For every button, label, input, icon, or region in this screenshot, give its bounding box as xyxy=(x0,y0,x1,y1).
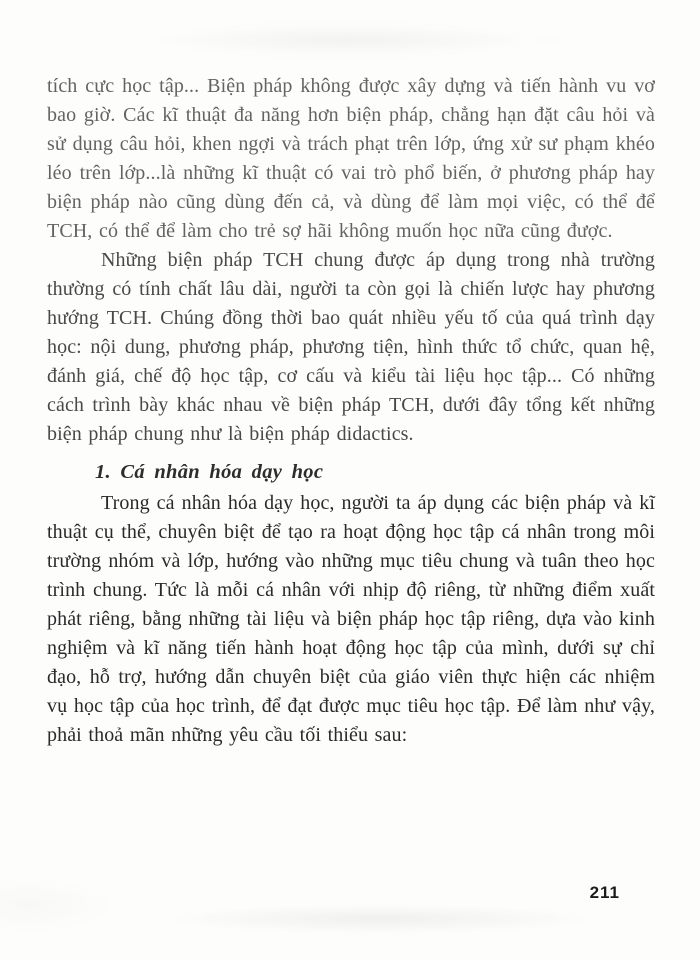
page-number: 211 xyxy=(589,883,620,902)
paragraph: Những biện pháp TCH chung được áp dụng trong nhà trường thường có tính chất lâu dài, người ta còn gọi là chiến lược hay phương hướng TCH. Chúng đồng thời bao quát nhiều yếu tố của quá trình dạy học: nội dung, phương pháp, phương tiện, hình thức tổ chức, quan hệ, đánh giá, chế độ học tập, cơ cấu và kiểu tài liệu học tập... Có những cách trình bày khác nhau về biện pháp TCH, dưới đây tổng kết những biện pháp chung như là biện pháp didactics. xyxy=(47,249,655,445)
section-heading: 1. Cá nhân hóa dạy học xyxy=(95,461,324,483)
paragraph: Trong cá nhân hóa dạy học, người ta áp dụng các biện pháp và kĩ thuật cụ thể, chuyên biệt để tạo ra hoạt động học tập cá nhân trong môi trường nhóm và lớp, hướng vào những mục tiêu chung và tuân theo học trình chung. Tức là mỗi cá nhân với nhịp độ riêng, từ những điểm xuất phát riêng, bằng những tài liệu và biện pháp học tập riêng, dựa vào kinh nghiệm và kĩ năng tiến hành hoạt động học tập của mình, dưới sự chỉ đạo, hỗ trợ, hướng dẫn chuyên biệt của giáo viên thực hiện các nhiệm vụ học tập của học trình, để đạt được mục tiêu học tập. Để làm như vậy, phải thoả mãn những yêu cầu tối thiểu sau: xyxy=(47,492,655,746)
paragraph-continuation: tích cực học tập... Biện pháp không được xây dựng và tiến hành vu vơ bao giờ. Các kĩ thuật đa năng hơn biện pháp, chẳng hạn đặt câu hỏi và sử dụng câu hỏi, khen ngợi và trách phạt trên lớp, ứng xử sư phạm khéo léo trên lớp...là những kĩ thuật có vai trò phổ biến, ở phương pháp hay biện pháp nào cũng dùng đến cả, và dùng để làm mọi việc, có thể để TCH, có thể để làm cho trẻ sợ hãi không muốn học nữa cũng được. xyxy=(47,75,655,242)
scan-smudge xyxy=(150,28,570,52)
text-column xyxy=(47,72,655,750)
scan-smudge xyxy=(170,905,590,931)
